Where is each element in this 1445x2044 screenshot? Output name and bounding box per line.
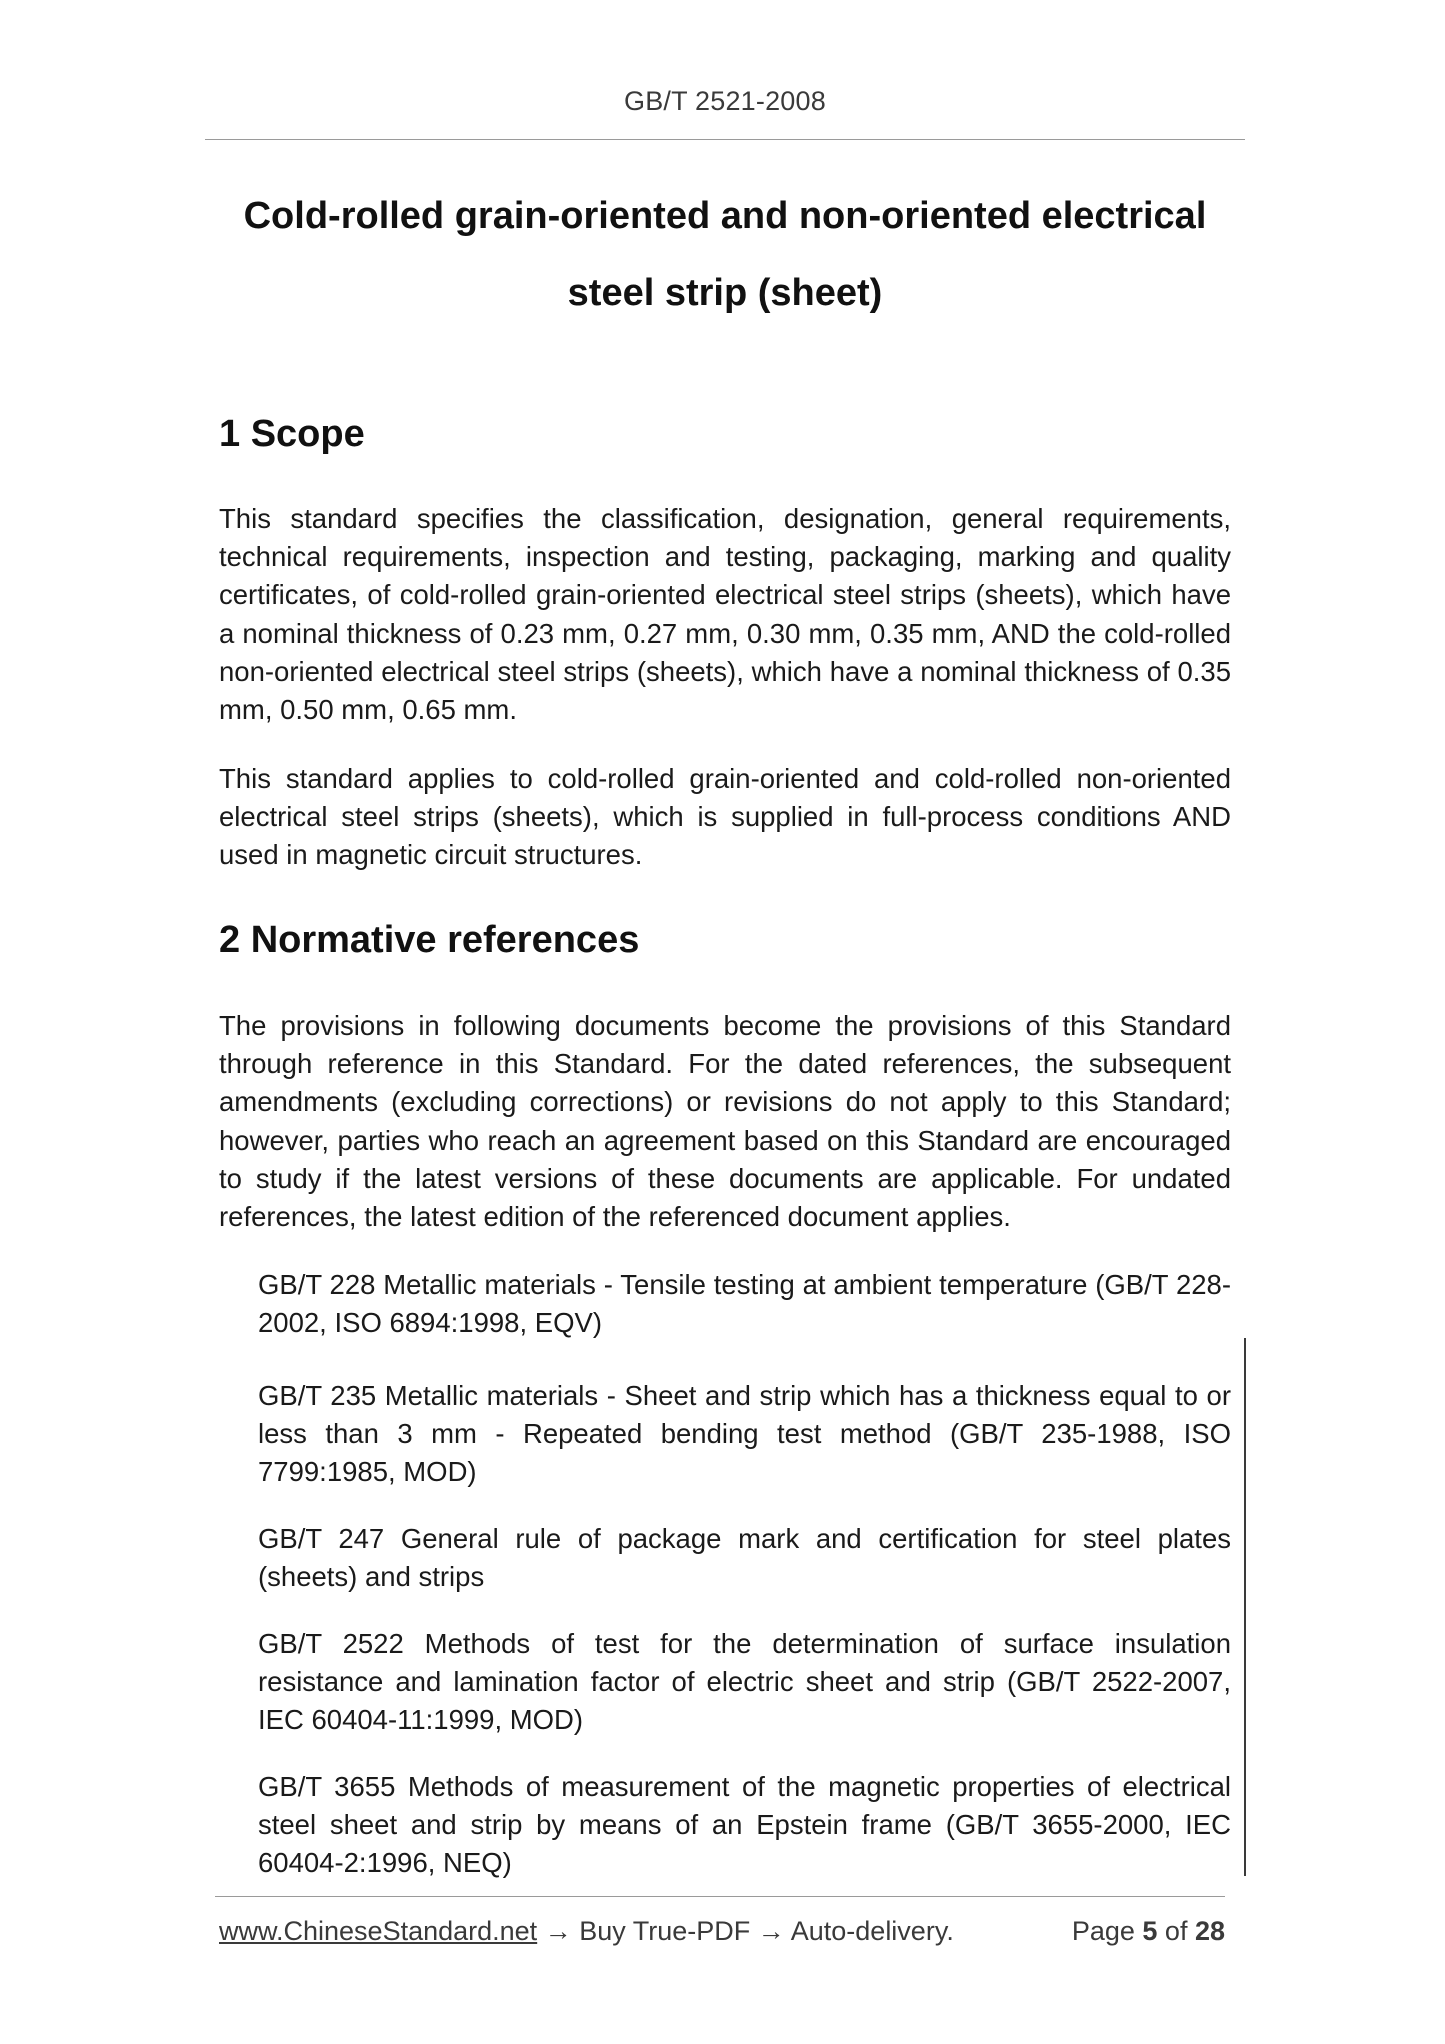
page-of: of [1157,1916,1195,1946]
footer-tagline: → Buy True-PDF → Auto-delivery. [537,1916,954,1946]
page-total: 28 [1194,1916,1225,1946]
document-title [205,178,1245,332]
page-footer [219,1916,1225,1952]
page-current: 5 [1142,1916,1158,1946]
scope-paragraph-1: This standard specifies the classification, designation, general requirements, technical requirements, inspection and testing, packaging, marking and quality certificates, of cold-rolled grain-oriented electrical steel strips (sheets), which have a nominal thickness of 0.23 mm, 0.27 mm, 0.30 mm, 0.35 mm, AND the cold-rolled non-oriented electrical steel strips (sheets), which have a nominal thickness of 0.35 mm, 0.50 mm, 0.65 mm. [219,503,1231,726]
document-title-line-2: steel strip (sheet) [567,272,883,314]
header-divider [205,139,1245,140]
section-heading-scope: 1 Scope [219,413,365,455]
chinesestandard-link[interactable]: www.ChineseStandard.net [219,1916,538,1946]
normative-references-intro: The provisions in following documents become the provisions of this Standard through reference in this Standard. For the dated references, the subsequent amendments (excluding corrections) or revisions do not apply to this Standard; however, parties who reach an agreement based on this Standard are encouraged to study if the latest versions of these documents are applicable. For undated references, the latest edition of the referenced document applies. [219,1010,1231,1233]
reference-item-gbt-247: GB/T 247 General rule of package mark and certification for steel plates (sheets) and strips [258,1523,1231,1593]
page-prefix: Page [1071,1916,1143,1946]
document-title-line-1: Cold-rolled grain-oriented and non-oriented electrical [243,195,1207,237]
reference-item-gbt-235: GB/T 235 Metallic materials - Sheet and strip which has a thickness equal to or less than 3 mm - Repeated bending test method (GB/T 235-1988, ISO 7799:1985, MOD) [258,1380,1231,1488]
running-header: GB/T 2521-2008 [624,86,826,116]
page-counter [1072,1916,1225,1947]
reference-item-gbt-228: GB/T 228 Metallic materials - Tensile testing at ambient temperature (GB/T 228-2002, ISO 6894:1998, EQV) [258,1269,1231,1339]
footer-divider [215,1896,1225,1897]
scope-paragraph-2: This standard applies to cold-rolled grain-oriented and cold-rolled non-oriented electrical steel strips (sheets), which is supplied in full-process conditions AND used in magnetic circuit structures. [219,763,1231,871]
reference-item-gbt-2522: GB/T 2522 Methods of test for the determination of surface insulation resistance and lamination factor of electric sheet and strip (GB/T 2522-2007, IEC 60404-11:1999, MOD) [258,1628,1231,1736]
reference-item-gbt-3655: GB/T 3655 Methods of measurement of the magnetic properties of electrical steel sheet and strip by means of an Epstein frame (GB/T 3655-2000, IEC 60404-2:1996, NEQ) [258,1771,1231,1879]
section-heading-normative-references: 2 Normative references [219,919,640,961]
change-bar [1244,1338,1246,1876]
footer-left [219,1916,954,1947]
